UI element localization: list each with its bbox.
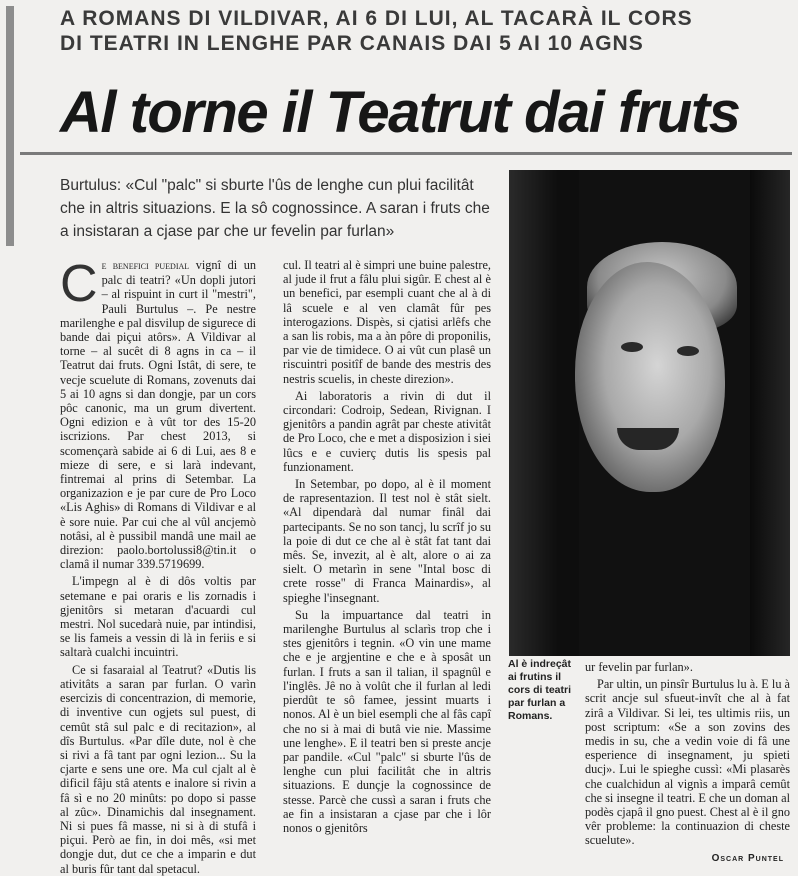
headline-rule [20, 152, 792, 155]
article-column-4 [585, 660, 790, 852]
kicker-line-1: A ROMANS DI VILDIVAR, AI 6 DI LUI, AL TACARÀ IL CORS [60, 7, 693, 30]
paragraph: Su la impuartance dal teatri in marilenghe Burtulus al sclarìs trop che i stes gjenitôrs i tegnin. «O vin une mame che e je argjentine e che e à sposât un furlan. I fruts a san il talian, il spagnûl e l'inglês. Jê no à volût che il furlan al ledi pierdût te sô famee, jessint muarts i nonos. Al è un biel esempli che al fâs capî che no si à mai di butâ vie nie. Massime une lenghe». E il teatri ben si preste ancje par pandile. «Cul "palc" si sburte l'ûs de lenghe cun plui facilitât che in altris situazions. E dunçje la cognossince de stesse. Parcè che cussì a saran i fruts che ae fin a insistaran a cjase par che i lôr nonos o gjenitôrs [283, 607, 491, 835]
article-column-2 [283, 258, 491, 866]
author-byline: Oscar Puntel [711, 853, 784, 864]
section-marker-bar [6, 6, 14, 246]
headline: Al torne il Teatrut dai fruts [60, 80, 740, 145]
kicker [60, 6, 790, 56]
kicker-line-2: DI TEATRI IN LENGHE PAR CANAIS DAI 5 AI 10 AGNS [60, 32, 644, 55]
paragraph: cul. Il teatri al è simpri une buine palestre, al jude il frut a fâlu plui sigûr. E chest al è un benefici, par esempli cuant che al à di lâ scuele e al ven clamât fûr pes interogazions. Dispès, si cjatisi arlêfs che a san lis robis, ma a àn pôre di proponilis, par vie de timidece. O ai vût cun plasê un riscuintri positîf de bande des mestris des nestris scuelis, in cheste direzion». [283, 258, 491, 386]
photo-eye-right [677, 346, 699, 356]
paragraph: Ce si fasaraial al Teatrut? «Dutis lis ativitâts a saran par furlan. O varìn esercizis di concentrazion, di memorie, di inventive cun ogjets sul puest, di cemût stâ sul palc e di recitazion», al dîs Burtulus. «Par dîle dute, nol è che si rivi a fâ tant par ogni lezion... Su la cjarte e sens une ore. Ma cul cjalt al è dificil fâju stâ atents e inalore si rivin a fâ sì e no 20 minûts: po dopo si passe al zûc». Dinamichis dal insegnament. Ni si pues fâ masse, ni si à di stufâ i piçui. Però ae fin, in doi mês, «si met dongje dut, dut ce che a imparin e dut al buris fûr tant dal spetacul. [60, 662, 256, 876]
lead-in-smallcaps: e benefici puedial [101, 260, 190, 272]
paragraph-text: vignî di un palc di teatri? «Un dopli jutori – al rispuint in curt il "mestri", Pauli Burtulus –. Pe nestre marilenghe e pal disvilup de sigurece di bande dai piçui atôrs». A Vildivar al torne – al sucêt di 8 agns in ca – il Teatrut dai fruts. Ogni Istât, di sere, te vecje scuelute di Romans, zovenuts dai 5 ai 10 agns si dan dongje, par un cors pôc canonic, ma un grum divertent. Ogni edizion e à vût tor des 15-20 iscrizions. Par chest 2013, si scomençarà sabide ai 6 di Lui, aes 8 e mieze di sere, e si larà indevant, fintremai al prins di Setembar. La organizazion e je par cure de Pro Loco «Lis Aghis» di Romans di Vildivar e al è sore nuie. Par cui che al vûl ancjemò notâsi, al è pussibil mandâ une mail ae direzion: paolo.bortolussi8@tin.it o clamâ il numar 339.5719699. [60, 258, 257, 572]
drop-cap: C [60, 255, 98, 313]
photo-caption: Al è indreçât ai frutins il cors di teatri par furlan a Romans. [508, 658, 572, 722]
curtain-left [509, 170, 579, 656]
curtain-right [750, 170, 790, 656]
lede: Burtulus: «Cul "palc" si sburte l'ûs de lenghe cun plui facilitât che in altris situazions. E la sô cognossince. A saran i fruts che a insistaran a cjase par che ur fevelin par furlan» [60, 177, 490, 240]
paragraph: Par ultin, un pinsîr Burtulus lu à. E lu à scrit ancje sul sfueut-invît che al à fat zirâ a Vildivar. Si lei, tes ultimis riis, un post scriptum: «Se a son zovins des medis in su, che a vedin voie di fâ une esperience di insegnament, ju spieti ducj». Lui le spieghe cussì: «Mi plasarès che cualchidun al vignìs a imparâ cemût che si insegne il teatri. E che un doman al podès cjapâ il gno puest. Chest al è il gno vêr probleme: la continuazion di cheste scuelute». [585, 677, 790, 848]
paragraph: ur fevelin par furlan». [585, 660, 693, 674]
paragraph [60, 255, 257, 572]
photo-eye-left [621, 342, 643, 352]
paragraph: L'impegn al è di dôs voltis par setemane e pai oraris e lis zornadis i gjenitôrs si metaran d'acuardi cul mestri. Nol sucedarà nuie, par intindisi, se lis fameis a vessin di là in feriis e si saltarà cualchi incuintri. [60, 574, 256, 660]
paragraph: Ai laboratoris a rivin di dut il circondari: Codroip, Sedean, Rivignan. I gjenitôrs a pandin agrât par cheste ativitât de Pro Loco, che e met a disposizion i siei lûcs e e cuvierç dutis lis spesis pal funzionament. [283, 388, 491, 474]
child-photo [509, 170, 790, 656]
paragraph: In Setembar, po dopo, al è il moment de rapresentazion. Il test nol è stât sielt. «Al dipendarà dal numar finâl dai partecipants. Se no son tancj, lu scrîf jo su la poie di dut ce che al è stât fat tant dai mês. Se, invezit, al è alt, alore o ai za sielt. O metarìn in sene "Intal bosc di crete rosse" di Franca Mainardis», al spieghe l'insegnant. [283, 477, 491, 605]
article-column-1 [60, 255, 257, 876]
